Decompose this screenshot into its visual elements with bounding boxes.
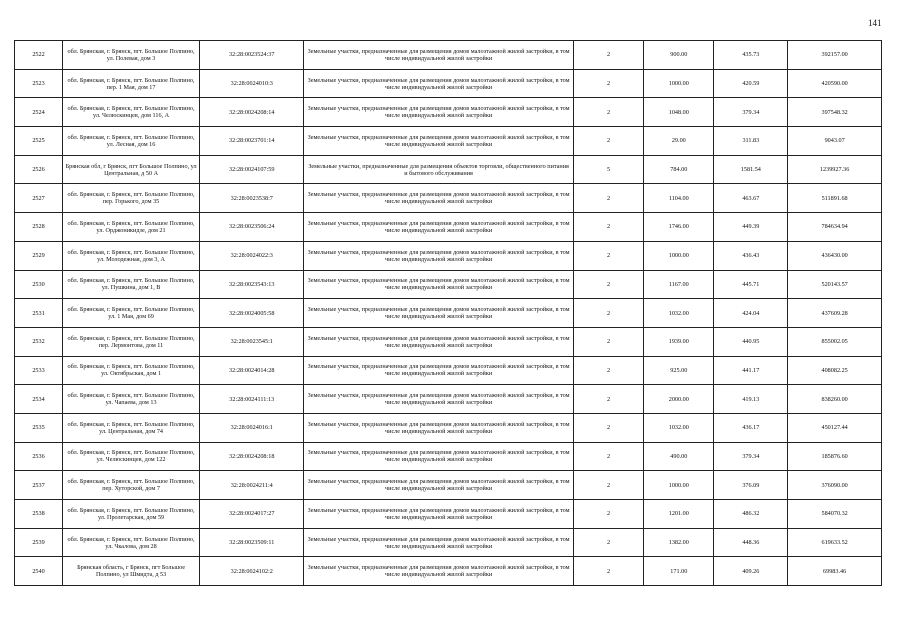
land-use-cell: Земельные участки, предназначенные для размещения домов малоэтажной жилой застройки, в том числе индивидуальной жилой застройки [304, 270, 573, 299]
cadastral-number-cell: 32:28:0023509:11 [200, 528, 304, 557]
cadastral-number-cell: 32:28:0024111:13 [200, 385, 304, 414]
specific-value-cell: 435.73 [714, 41, 788, 70]
table-body [15, 41, 882, 586]
group-cell: 2 [573, 471, 643, 500]
address-cell: обл. Брянская, г. Брянск, пгт. Большое Полпино, ул. Пушкина, дом 1, В [63, 270, 200, 299]
cadastral-value-cell: 9043.07 [788, 127, 882, 156]
address-cell: обл. Брянская, г. Брянск, пгт. Большое Полпино, ул. Лесная, дом 16 [63, 127, 200, 156]
cadastral-value-cell: 520143.57 [788, 270, 882, 299]
table-row [15, 557, 882, 586]
cadastral-value-cell: 584070.32 [788, 500, 882, 529]
land-use-cell: Земельные участки, предназначенные для размещения домов малоэтажной жилой застройки, в том числе индивидуальной жилой застройки [304, 471, 573, 500]
group-cell: 2 [573, 557, 643, 586]
address-cell: обл. Брянская, г. Брянск, пгт. Большое Полпино, ул. Орджоникидзе, дом 21 [63, 213, 200, 242]
row-number-cell: 2535 [15, 413, 63, 442]
address-cell: обл. Брянская, г. Брянск, пгт. Большое Полпино, ул. Пролетарская, дом 59 [63, 500, 200, 529]
group-cell: 2 [573, 356, 643, 385]
table-row [15, 41, 882, 70]
group-cell: 5 [573, 155, 643, 184]
specific-value-cell: 379.34 [714, 98, 788, 127]
land-use-cell: Земельные участки, предназначенные для размещения домов малоэтажной жилой застройки, в том числе индивидуальной жилой застройки [304, 356, 573, 385]
address-cell: обл. Брянская, г. Брянск, пгт. Большое Полпино, ул. Чапаева, дом 13 [63, 385, 200, 414]
row-number-cell: 2539 [15, 528, 63, 557]
land-use-cell: Земельные участки, предназначенные для размещения домов малоэтажной жилой застройки, в том числе индивидуальной жилой застройки [304, 41, 573, 70]
area-cell: 2000.00 [644, 385, 714, 414]
cadastral-value-cell: 397548.32 [788, 98, 882, 127]
group-cell: 2 [573, 385, 643, 414]
land-use-cell: Земельные участки, предназначенные для размещения домов малоэтажной жилой застройки, в том числе индивидуальной жилой застройки [304, 500, 573, 529]
cadastral-number-cell: 32:28:0024208:14 [200, 98, 304, 127]
row-number-cell: 2537 [15, 471, 63, 500]
table-row [15, 155, 882, 184]
address-cell: обл. Брянская, г. Брянск, пгт. Большое Полпино, ул. Челюскинцев, дом 122 [63, 442, 200, 471]
group-cell: 2 [573, 98, 643, 127]
table-row [15, 213, 882, 242]
table-row [15, 385, 882, 414]
table-row [15, 471, 882, 500]
specific-value-cell: 448.36 [714, 528, 788, 557]
area-cell: 490.00 [644, 442, 714, 471]
group-cell: 2 [573, 299, 643, 328]
group-cell: 2 [573, 442, 643, 471]
cadastral-value-cell: 420590.00 [788, 69, 882, 98]
group-cell: 2 [573, 127, 643, 156]
land-use-cell: Земельные участки, предназначенные для размещения домов малоэтажной жилой застройки, в том числе индивидуальной жилой застройки [304, 127, 573, 156]
cadastral-number-cell: 32:28:0023506:24 [200, 213, 304, 242]
area-cell: 1000.00 [644, 241, 714, 270]
area-cell: 1032.00 [644, 413, 714, 442]
land-use-cell: Земельные участки, предназначенные для размещения домов малоэтажной жилой застройки, в том числе индивидуальной жилой застройки [304, 327, 573, 356]
group-cell: 2 [573, 413, 643, 442]
area-cell: 171.00 [644, 557, 714, 586]
group-cell: 2 [573, 41, 643, 70]
specific-value-cell: 486.32 [714, 500, 788, 529]
row-number-cell: 2527 [15, 184, 63, 213]
cadastral-number-cell: 32:28:0024107:59 [200, 155, 304, 184]
cadastral-number-cell: 32:28:0024211:4 [200, 471, 304, 500]
area-cell: 1032.00 [644, 299, 714, 328]
group-cell: 2 [573, 213, 643, 242]
cadastral-value-cell: 185876.60 [788, 442, 882, 471]
cadastral-value-cell: 392157.00 [788, 41, 882, 70]
cadastral-number-cell: 32:28:0024022:3 [200, 241, 304, 270]
area-cell: 925.00 [644, 356, 714, 385]
land-use-cell: Земельные участки, предназначенные для размещения домов малоэтажной жилой застройки, в том числе индивидуальной жилой застройки [304, 299, 573, 328]
cadastral-value-cell: 408082.25 [788, 356, 882, 385]
area-cell: 29.00 [644, 127, 714, 156]
address-cell: Брянская обл, г Брянск, пгт Большое Полпино, ул Центральная, д 50 А [63, 155, 200, 184]
cadastral-number-cell: 32:28:0024010:3 [200, 69, 304, 98]
address-cell: обл. Брянская, г. Брянск, пгт. Большое Полпино, ул. Молодежная, дом 3, А [63, 241, 200, 270]
address-cell: обл. Брянская, г. Брянск, пгт. Большое Полпино, пер. 1 Мая, дом 17 [63, 69, 200, 98]
row-number-cell: 2522 [15, 41, 63, 70]
row-number-cell: 2534 [15, 385, 63, 414]
table-row [15, 500, 882, 529]
specific-value-cell: 440.95 [714, 327, 788, 356]
row-number-cell: 2525 [15, 127, 63, 156]
cadastral-number-cell: 32:28:0023543:13 [200, 270, 304, 299]
address-cell: обл. Брянская, г. Брянск, пгт. Большое Полпино, ул. Чкалова, дом 28 [63, 528, 200, 557]
area-cell: 1939.00 [644, 327, 714, 356]
table-row [15, 127, 882, 156]
land-use-cell: Земельные участки, предназначенные для размещения домов малоэтажной жилой застройки, в том числе индивидуальной жилой застройки [304, 98, 573, 127]
area-cell: 1000.00 [644, 471, 714, 500]
row-number-cell: 2538 [15, 500, 63, 529]
cadastral-number-cell: 32:28:0024017:27 [200, 500, 304, 529]
row-number-cell: 2540 [15, 557, 63, 586]
row-number-cell: 2532 [15, 327, 63, 356]
cadastral-value-cell: 619633.52 [788, 528, 882, 557]
area-cell: 1167.00 [644, 270, 714, 299]
address-cell: обл. Брянская, г. Брянск, пгт. Большое Полпино, ул. Октябрьская, дом 1 [63, 356, 200, 385]
cadastral-number-cell: 32:28:0024005:58 [200, 299, 304, 328]
specific-value-cell: 424.04 [714, 299, 788, 328]
specific-value-cell: 441.17 [714, 356, 788, 385]
cadastral-number-cell: 32:28:0023538:7 [200, 184, 304, 213]
land-use-cell: Земельные участки, предназначенные для размещения домов малоэтажной жилой застройки, в том числе индивидуальной жилой застройки [304, 413, 573, 442]
cadastral-value-table [14, 40, 882, 586]
specific-value-cell: 445.71 [714, 270, 788, 299]
cadastral-number-cell: 32:28:0024014:28 [200, 356, 304, 385]
group-cell: 2 [573, 270, 643, 299]
cadastral-number-cell: 32:28:0024208:18 [200, 442, 304, 471]
table-row [15, 442, 882, 471]
cadastral-value-cell: 450127.44 [788, 413, 882, 442]
area-cell: 1048.00 [644, 98, 714, 127]
land-use-cell: Земельные участки, предназначенные для размещения домов малоэтажной жилой застройки, в том числе индивидуальной жилой застройки [304, 442, 573, 471]
area-cell: 1104.00 [644, 184, 714, 213]
row-number-cell: 2523 [15, 69, 63, 98]
table-row [15, 69, 882, 98]
cadastral-number-cell: 32:28:0023545:1 [200, 327, 304, 356]
land-use-cell: Земельные участки, предназначенные для размещения домов малоэтажной жилой застройки, в том числе индивидуальной жилой застройки [304, 241, 573, 270]
table-row [15, 184, 882, 213]
row-number-cell: 2526 [15, 155, 63, 184]
land-use-cell: Земельные участки, предназначенные для размещения домов малоэтажной жилой застройки, в том числе индивидуальной жилой застройки [304, 184, 573, 213]
cadastral-value-cell: 784634.94 [788, 213, 882, 242]
row-number-cell: 2530 [15, 270, 63, 299]
group-cell: 2 [573, 327, 643, 356]
group-cell: 2 [573, 500, 643, 529]
specific-value-cell: 311.83 [714, 127, 788, 156]
specific-value-cell: 409.26 [714, 557, 788, 586]
land-use-cell: Земельные участки, предназначенные для размещения домов малоэтажной жилой застройки, в том числе индивидуальной жилой застройки [304, 213, 573, 242]
address-cell: обл. Брянская, г. Брянск, пгт. Большое Полпино, пер. Хуторской, дом 7 [63, 471, 200, 500]
area-cell: 1382.00 [644, 528, 714, 557]
specific-value-cell: 379.34 [714, 442, 788, 471]
specific-value-cell: 376.09 [714, 471, 788, 500]
group-cell: 2 [573, 184, 643, 213]
table-row [15, 327, 882, 356]
land-use-cell: Земельные участки, предназначенные для размещения объектов торговли, общественного питания и бытового обслуживания [304, 155, 573, 184]
address-cell: Брянская область, г Брянск, пгт Большое Полпино, ул Шмидта, д 53 [63, 557, 200, 586]
address-cell: обл. Брянская, г. Брянск, пгт. Большое Полпино, пер. Лермонтова, дом 11 [63, 327, 200, 356]
cadastral-value-cell: 437609.28 [788, 299, 882, 328]
specific-value-cell: 1581.54 [714, 155, 788, 184]
specific-value-cell: 463.67 [714, 184, 788, 213]
table-row [15, 270, 882, 299]
area-cell: 1201.00 [644, 500, 714, 529]
specific-value-cell: 436.43 [714, 241, 788, 270]
land-use-cell: Земельные участки, предназначенные для размещения домов малоэтажной жилой застройки, в том числе индивидуальной жилой застройки [304, 69, 573, 98]
group-cell: 2 [573, 528, 643, 557]
table-row [15, 528, 882, 557]
row-number-cell: 2531 [15, 299, 63, 328]
area-cell: 784.00 [644, 155, 714, 184]
cadastral-value-cell: 838260.00 [788, 385, 882, 414]
specific-value-cell: 419.13 [714, 385, 788, 414]
group-cell: 2 [573, 69, 643, 98]
row-number-cell: 2529 [15, 241, 63, 270]
cadastral-value-cell: 1239927.36 [788, 155, 882, 184]
specific-value-cell: 420.59 [714, 69, 788, 98]
area-cell: 900.00 [644, 41, 714, 70]
address-cell: обл. Брянская, г. Брянск, пгт. Большое Полпино, пер. Горького, дом 35 [63, 184, 200, 213]
land-use-cell: Земельные участки, предназначенные для размещения домов малоэтажной жилой застройки, в том числе индивидуальной жилой застройки [304, 528, 573, 557]
land-use-cell: Земельные участки, предназначенные для размещения домов малоэтажной жилой застройки, в том числе индивидуальной жилой застройки [304, 557, 573, 586]
address-cell: обл. Брянская, г. Брянск, пгт. Большое Полпино, ул. Центральная, дом 74 [63, 413, 200, 442]
group-cell: 2 [573, 241, 643, 270]
land-use-cell: Земельные участки, предназначенные для размещения домов малоэтажной жилой застройки, в том числе индивидуальной жилой застройки [304, 385, 573, 414]
table-row [15, 413, 882, 442]
address-cell: обл. Брянская, г. Брянск, пгт. Большое Полпино, ул. Челюскинцев, дом 116, А [63, 98, 200, 127]
row-number-cell: 2536 [15, 442, 63, 471]
row-number-cell: 2528 [15, 213, 63, 242]
table-row [15, 356, 882, 385]
row-number-cell: 2533 [15, 356, 63, 385]
address-cell: обл. Брянская, г. Брянск, пгт. Большое Полпино, ул. Полевая, дом 3 [63, 41, 200, 70]
cadastral-number-cell: 32:28:0023701:14 [200, 127, 304, 156]
cadastral-value-cell: 855002.05 [788, 327, 882, 356]
cadastral-value-cell: 69983.46 [788, 557, 882, 586]
page-number: 141 [868, 18, 882, 28]
cadastral-number-cell: 32:28:0024016:1 [200, 413, 304, 442]
area-cell: 1746.00 [644, 213, 714, 242]
area-cell: 1000.00 [644, 69, 714, 98]
table-row [15, 299, 882, 328]
cadastral-value-cell: 511891.68 [788, 184, 882, 213]
specific-value-cell: 449.39 [714, 213, 788, 242]
cadastral-value-cell: 436430.00 [788, 241, 882, 270]
specific-value-cell: 436.17 [714, 413, 788, 442]
cadastral-value-cell: 376090.00 [788, 471, 882, 500]
row-number-cell: 2524 [15, 98, 63, 127]
address-cell: обл. Брянская, г. Брянск, пгт. Большое Полпино, ул. 1 Мая, дом 69 [63, 299, 200, 328]
cadastral-number-cell: 32:28:0024102:2 [200, 557, 304, 586]
table-row [15, 241, 882, 270]
cadastral-number-cell: 32:28:0023524:37 [200, 41, 304, 70]
table-row [15, 98, 882, 127]
